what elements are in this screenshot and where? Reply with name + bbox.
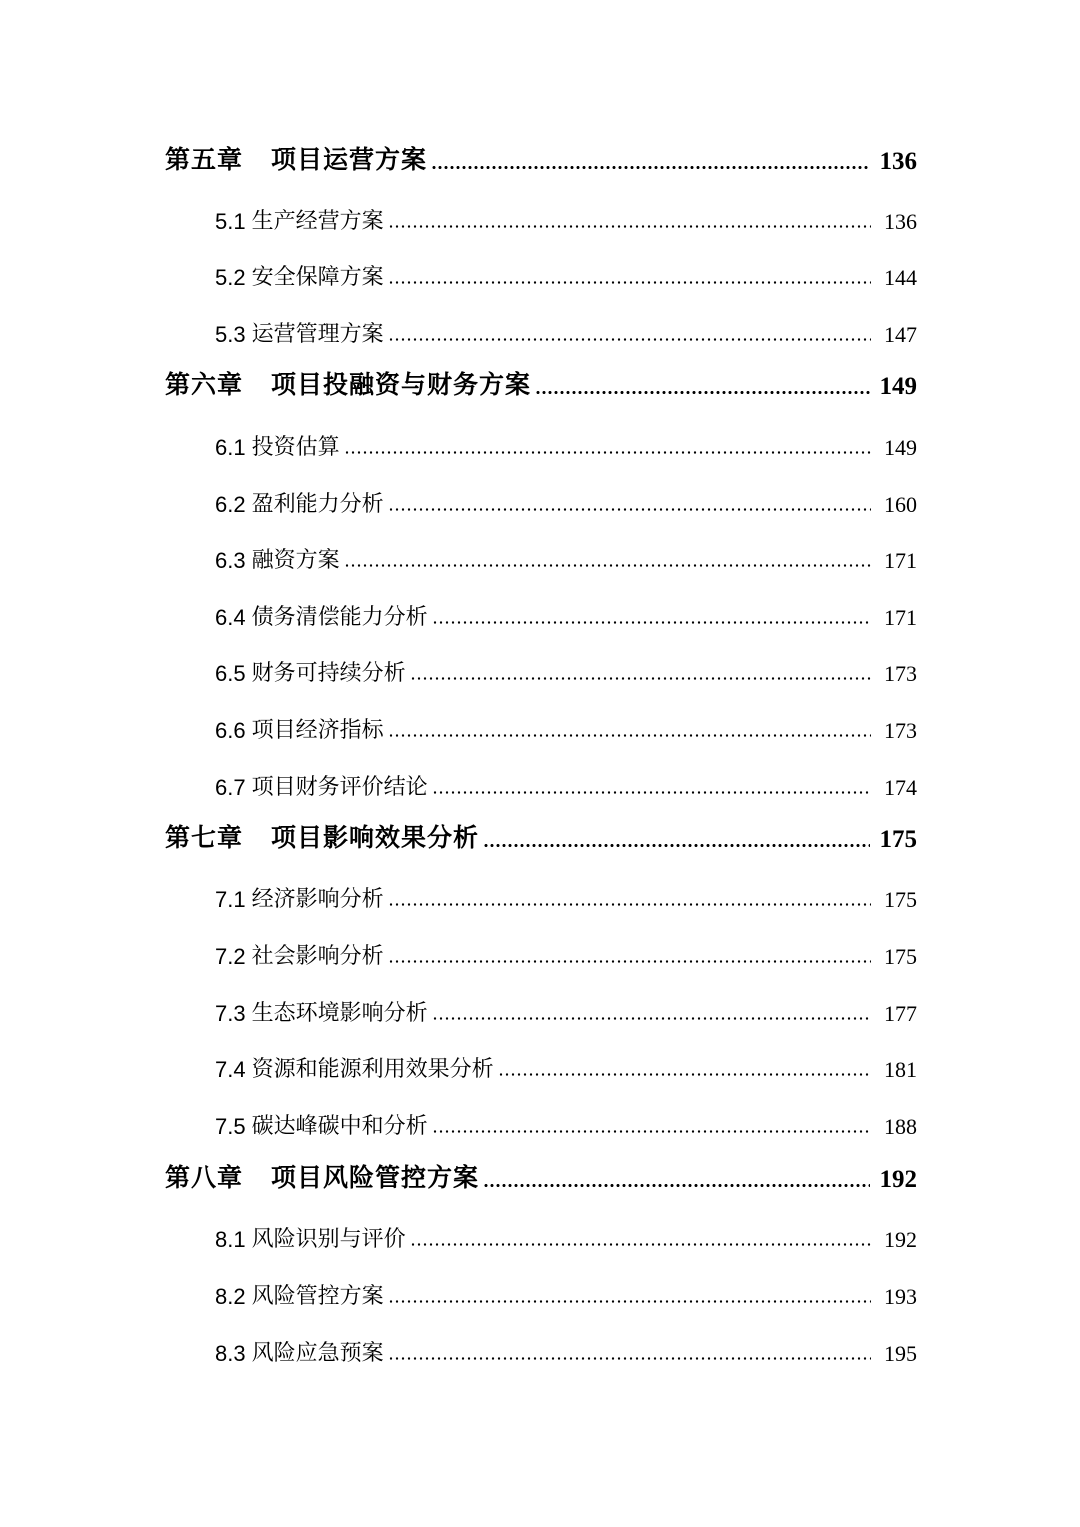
toc-leader-dots: [388, 338, 871, 341]
toc-section-6-5[interactable]: [215, 647, 917, 687]
toc-page-number: 174: [884, 775, 917, 800]
toc-section-6-3[interactable]: [215, 534, 917, 574]
toc-section-title: 社会影响分析: [251, 944, 384, 969]
toc-section-6-1[interactable]: [215, 421, 917, 461]
toc-leader-dots: [388, 903, 871, 906]
toc-page-number: 144: [884, 265, 917, 290]
toc-section-number: 7.5: [215, 1114, 246, 1139]
toc-chapter-6[interactable]: [165, 361, 917, 401]
toc-page-number: 136: [884, 209, 917, 234]
toc-section-7-3[interactable]: [215, 987, 917, 1027]
toc-leader-dots: [431, 166, 869, 169]
toc-page-number: 192: [884, 1227, 917, 1252]
toc-section-number: 6.4: [215, 605, 246, 630]
toc-section-number: 5.2: [215, 265, 246, 290]
toc-leader-dots: [388, 734, 871, 737]
toc-section-number: 7.3: [215, 1001, 246, 1026]
toc-section-7-2[interactable]: [215, 930, 917, 970]
toc-section-title: 融资方案: [251, 548, 340, 573]
toc-section-7-1[interactable]: [215, 873, 917, 913]
toc-leader-dots: [483, 1184, 869, 1187]
toc-section-number: 8.1: [215, 1227, 246, 1252]
toc-section-number: 6.3: [215, 548, 246, 573]
toc-page-number: 175: [884, 887, 917, 912]
toc-chapter-number: 第六章: [165, 370, 244, 399]
toc-chapter-number: 第七章: [165, 823, 244, 852]
toc-section-title: 项目财务评价结论: [251, 775, 428, 800]
toc-section-title: 债务清偿能力分析: [251, 605, 428, 630]
toc-leader-dots: [432, 621, 871, 624]
toc-section-number: 6.1: [215, 435, 246, 460]
toc-leader-dots: [388, 1357, 871, 1360]
toc-page-number: 173: [884, 718, 917, 743]
toc-section-title: 经济影响分析: [251, 887, 384, 912]
toc-chapter-title: 项目影响效果分析: [271, 823, 480, 852]
toc-page-number: 188: [884, 1114, 917, 1139]
toc-chapter-title: 项目投融资与财务方案: [271, 370, 532, 399]
toc-page-number: 195: [884, 1341, 917, 1366]
toc-chapter-number: 第五章: [165, 145, 244, 174]
toc-section-number: 5.3: [215, 322, 246, 347]
toc-page-number: 193: [884, 1284, 917, 1309]
toc-leader-dots: [483, 844, 869, 847]
toc-leader-dots: [344, 451, 871, 454]
toc-section-number: 7.1: [215, 887, 246, 912]
toc-leader-dots: [432, 1017, 871, 1020]
toc-section-7-4[interactable]: [215, 1043, 917, 1083]
toc-page-number: 149: [884, 435, 917, 460]
toc-section-title: 生产经营方案: [251, 209, 384, 234]
toc-page-number: 181: [884, 1057, 917, 1082]
toc-section-title: 生态环境影响分析: [251, 1001, 428, 1026]
toc-leader-dots: [432, 791, 871, 794]
toc-page-number: 171: [884, 605, 917, 630]
toc-chapter-label: [165, 140, 427, 176]
toc-chapter-5[interactable]: [165, 136, 917, 176]
toc-page-number: 175: [884, 944, 917, 969]
toc-section-6-7[interactable]: [215, 761, 917, 801]
toc-section-number: 6.2: [215, 492, 246, 517]
toc-section-number: 7.4: [215, 1057, 246, 1082]
toc-section-number: 8.3: [215, 1341, 246, 1366]
toc-section-title: 项目经济指标: [251, 718, 384, 743]
toc-page-number: 160: [884, 492, 917, 517]
toc-section-number: 6.7: [215, 775, 246, 800]
toc-section-5-2[interactable]: [215, 251, 917, 291]
toc-page-number: 171: [884, 548, 917, 573]
toc-leader-dots: [388, 960, 871, 963]
toc-chapter-label: [165, 1158, 479, 1194]
toc-page-number: 149: [879, 373, 917, 400]
toc-section-6-4[interactable]: [215, 591, 917, 631]
toc-chapter-label: [165, 818, 479, 854]
toc-leader-dots: [388, 281, 871, 284]
toc-section-number: 7.2: [215, 944, 246, 969]
toc-section-title: 风险识别与评价: [251, 1227, 406, 1252]
toc-page-number: 175: [879, 826, 917, 853]
toc-leader-dots: [388, 1300, 871, 1303]
toc-section-6-2[interactable]: [215, 478, 917, 518]
toc-section-title: 财务可持续分析: [251, 661, 406, 686]
toc-leader-dots: [498, 1073, 871, 1076]
toc-section-number: 6.6: [215, 718, 246, 743]
toc-section-title: 投资估算: [251, 435, 340, 460]
toc-page-number: 173: [884, 661, 917, 686]
toc-chapter-title: 项目风险管控方案: [271, 1163, 480, 1192]
toc-section-title: 盈利能力分析: [251, 492, 384, 517]
toc-page-number: 136: [879, 148, 917, 175]
toc-section-7-5[interactable]: [215, 1100, 917, 1140]
toc-section-number: 6.5: [215, 661, 246, 686]
toc-section-5-1[interactable]: [215, 195, 917, 235]
toc-leader-dots: [388, 225, 871, 228]
toc-page-number: 177: [884, 1001, 917, 1026]
toc-section-5-3[interactable]: [215, 308, 917, 348]
toc-section-6-6[interactable]: [215, 704, 917, 744]
toc-section-title: 资源和能源利用效果分析: [251, 1057, 494, 1082]
toc-chapter-number: 第八章: [165, 1163, 244, 1192]
toc-chapter-7[interactable]: [165, 814, 917, 854]
toc-leader-dots: [410, 677, 871, 680]
toc-page-number: 147: [884, 322, 917, 347]
toc-section-title: 碳达峰碳中和分析: [251, 1114, 428, 1139]
toc-leader-dots: [535, 391, 869, 394]
toc-leader-dots: [432, 1130, 871, 1133]
toc-leader-dots: [410, 1243, 871, 1246]
toc-section-8-3[interactable]: [215, 1327, 917, 1367]
toc-section-title: 风险应急预案: [251, 1341, 384, 1366]
toc-chapter-8[interactable]: [165, 1154, 917, 1194]
toc-leader-dots: [388, 508, 871, 511]
toc-section-8-1[interactable]: [215, 1213, 917, 1253]
toc-section-title: 运营管理方案: [251, 322, 384, 347]
toc-chapter-label: [165, 365, 531, 401]
toc-section-title: 风险管控方案: [251, 1284, 384, 1309]
toc-section-number: 5.1: [215, 209, 246, 234]
toc-chapter-title: 项目运营方案: [271, 145, 428, 174]
toc-page-number: 192: [879, 1166, 917, 1193]
toc-section-title: 安全保障方案: [251, 265, 384, 290]
toc-section-8-2[interactable]: [215, 1270, 917, 1310]
toc-section-number: 8.2: [215, 1284, 246, 1309]
toc-leader-dots: [344, 564, 871, 567]
